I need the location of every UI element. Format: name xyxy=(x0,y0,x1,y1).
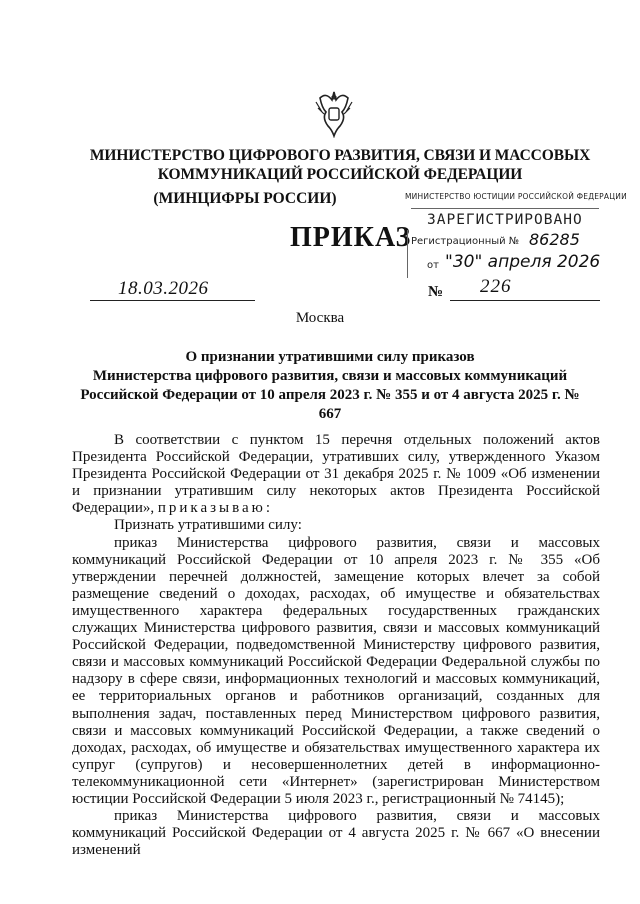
subject-line-1: О признании утратившими силу приказов xyxy=(185,349,475,365)
order-subject xyxy=(70,348,590,424)
order-number: 226 xyxy=(480,276,512,297)
ministry-line-2: КОММУНИКАЦИЙ РОССИЙСКОЙ ФЕДЕРАЦИИ xyxy=(157,166,523,183)
city: Москва xyxy=(295,310,345,326)
order-number-underline xyxy=(450,300,600,301)
order-body xyxy=(72,432,600,859)
coat-of-arms-eagle-icon xyxy=(312,88,356,138)
stamp-number-value: 86285 xyxy=(529,230,580,249)
order-number-label: № xyxy=(428,284,444,300)
order-date: 18.03.2026 xyxy=(118,278,209,299)
preamble-text: В соответствии с пунктом 15 перечня отдельных положений актов Президента Российской Федерации, утративших силу, утвержденного Указом Президента Российской Федерации от 31 декабря 2025 г. № 1009 «Об изменении и признании утратившим силу некоторых актов Президента Российской Федерации», xyxy=(72,432,600,517)
stamp-status: ЗАРЕГИСТРИРОВАНО xyxy=(427,212,583,228)
paragraph-order-355: приказ Министерства цифрового развития, связи и массовых коммуникаций Российской Федерации от 10 апреля 2023 г. № 355 «Об утверждении перечней должностей, замещение которых влечет за собой размещение сведений о доходах, расходах, об имуществе и обязательствах имущественного характера федеральных государственных гражданских служащих Министерства цифрового развития, связи и массовых коммуникаций Российской Федерации, подведомственной Министерству цифрового развития, связи и массовых коммуникаций Российской Федерации Федеральной службы по надзору в сфере связи, информационных технологий и массовых коммуникаций, ее территориальных органов и работников организаций, созданных для выполнения задач, поставленных перед Министерством цифрового развития, связи и массовых коммуникаций Российской Федерации, а также сведений о доходах, расходах, об имуществе и обязательствах имущественного характера их супруг (супругов) и несовершеннолетних детей в информационно-телекоммуникационной сети «Интернет» (зарегистрирован Министерством юстиции Российской Федерации 5 июля 2023 г., регистрационный № 74145); xyxy=(72,534,600,807)
stamp-issuer: МИНИСТЕРСТВО ЮСТИЦИИ РОССИЙСКОЙ ФЕДЕРАЦИИ xyxy=(405,192,627,201)
subject-line-2: Министерства цифрового развития, связи и массовых коммуникаций xyxy=(92,368,568,384)
order-date-underline xyxy=(90,300,255,301)
ministry-line-1: МИНИСТЕРСТВО ЦИФРОВОГО РАЗВИТИЯ, СВЯЗИ И МАССОВЫХ xyxy=(89,147,591,164)
paragraph-preamble xyxy=(72,432,600,517)
ministry-short-name: (МИНЦИФРЫ РОССИИ) xyxy=(153,190,337,207)
stamp-date-value: "30" апреля 2026 xyxy=(445,252,601,272)
ministry-name xyxy=(60,146,620,184)
stamp-number-label: Регистрационный № xyxy=(411,236,520,247)
stamp-divider xyxy=(411,208,599,209)
paragraph-order-667: приказ Министерства цифрового развития, связи и массовых коммуникаций Российской Федерации от 4 августа 2025 г. № 667 «О внесении изменений xyxy=(72,808,600,859)
registration-stamp xyxy=(405,188,627,288)
paragraph-declare: Признать утратившими силу: xyxy=(114,517,302,534)
order-verb: приказываю: xyxy=(157,500,274,517)
order-title: ПРИКАЗ xyxy=(290,222,412,253)
stamp-date-label: от xyxy=(427,260,439,271)
subject-line-3: Российской Федерации от 10 апреля 2023 г. № 355 и от 4 августа 2025 г. № 667 xyxy=(80,387,580,422)
stamp-bracket xyxy=(407,230,410,278)
